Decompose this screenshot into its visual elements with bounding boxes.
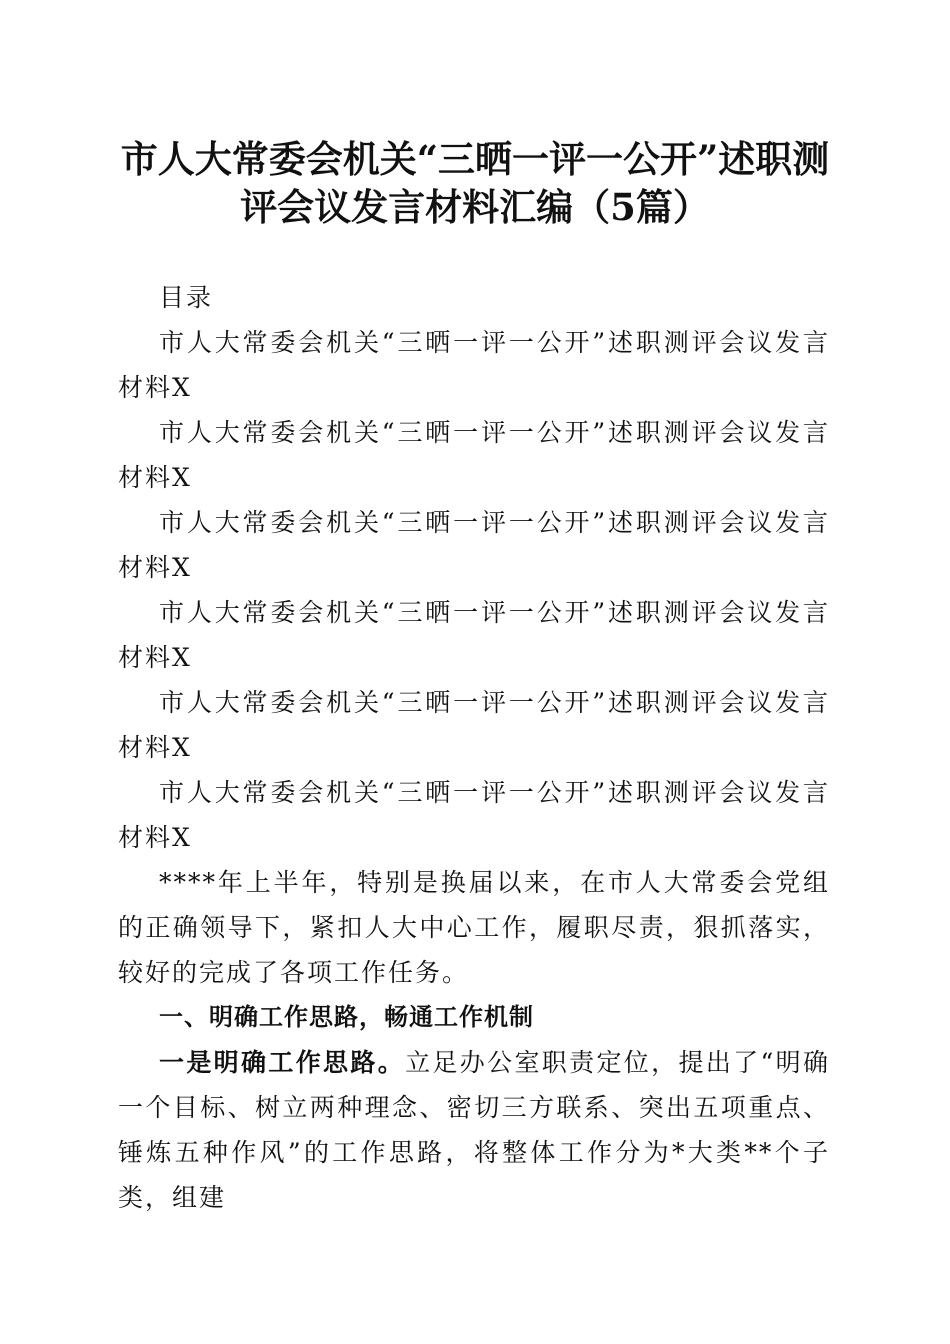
- title-line-1: 市人大常委会机关“三晒一评一公开”述职测: [120, 137, 830, 181]
- document-title: [0, 135, 950, 231]
- intro-paragraph: ****年上半年，特别是换届以来，在市人大常委会党组的正确领导下，紧扣人大中心工作，履职尽责，狠抓落实，较好的完成了各项工作任务。: [118, 868, 830, 987]
- toc-item-6: 市人大常委会机关“三晒一评一公开”述职测评会议发言材料X: [118, 778, 830, 852]
- section-1-heading: 一、明确工作思路，畅通工作机制: [159, 1003, 534, 1031]
- toc-item-2: 市人大常委会机关“三晒一评一公开”述职测评会议发言材料X: [118, 418, 830, 492]
- toc-item-3: 市人大常委会机关“三晒一评一公开”述职测评会议发言材料X: [118, 508, 830, 582]
- toc-item-4: 市人大常委会机关“三晒一评一公开”述职测评会议发言材料X: [118, 598, 830, 672]
- section-1-lead: 一是明确工作思路。: [159, 1048, 406, 1077]
- title-line-2: 评会议发言材料汇编（5篇）: [240, 185, 710, 229]
- toc-item-1: 市人大常委会机关“三晒一评一公开”述职测评会议发言材料X: [118, 328, 830, 402]
- section-1-text: 立足办公室职责定位，提出了“明确一个目标、树立两种理念、密切三方联系、突出五项重点、锤炼五种作风”的工作思路，将整体工作分为*大类**个子类，组建: [118, 1048, 830, 1212]
- section-1-paragraph: [118, 1040, 830, 1220]
- toc-heading: 目录: [159, 283, 214, 312]
- toc-item-5: 市人大常委会机关“三晒一评一公开”述职测评会议发言材料X: [118, 688, 830, 762]
- document-body: [118, 275, 830, 1220]
